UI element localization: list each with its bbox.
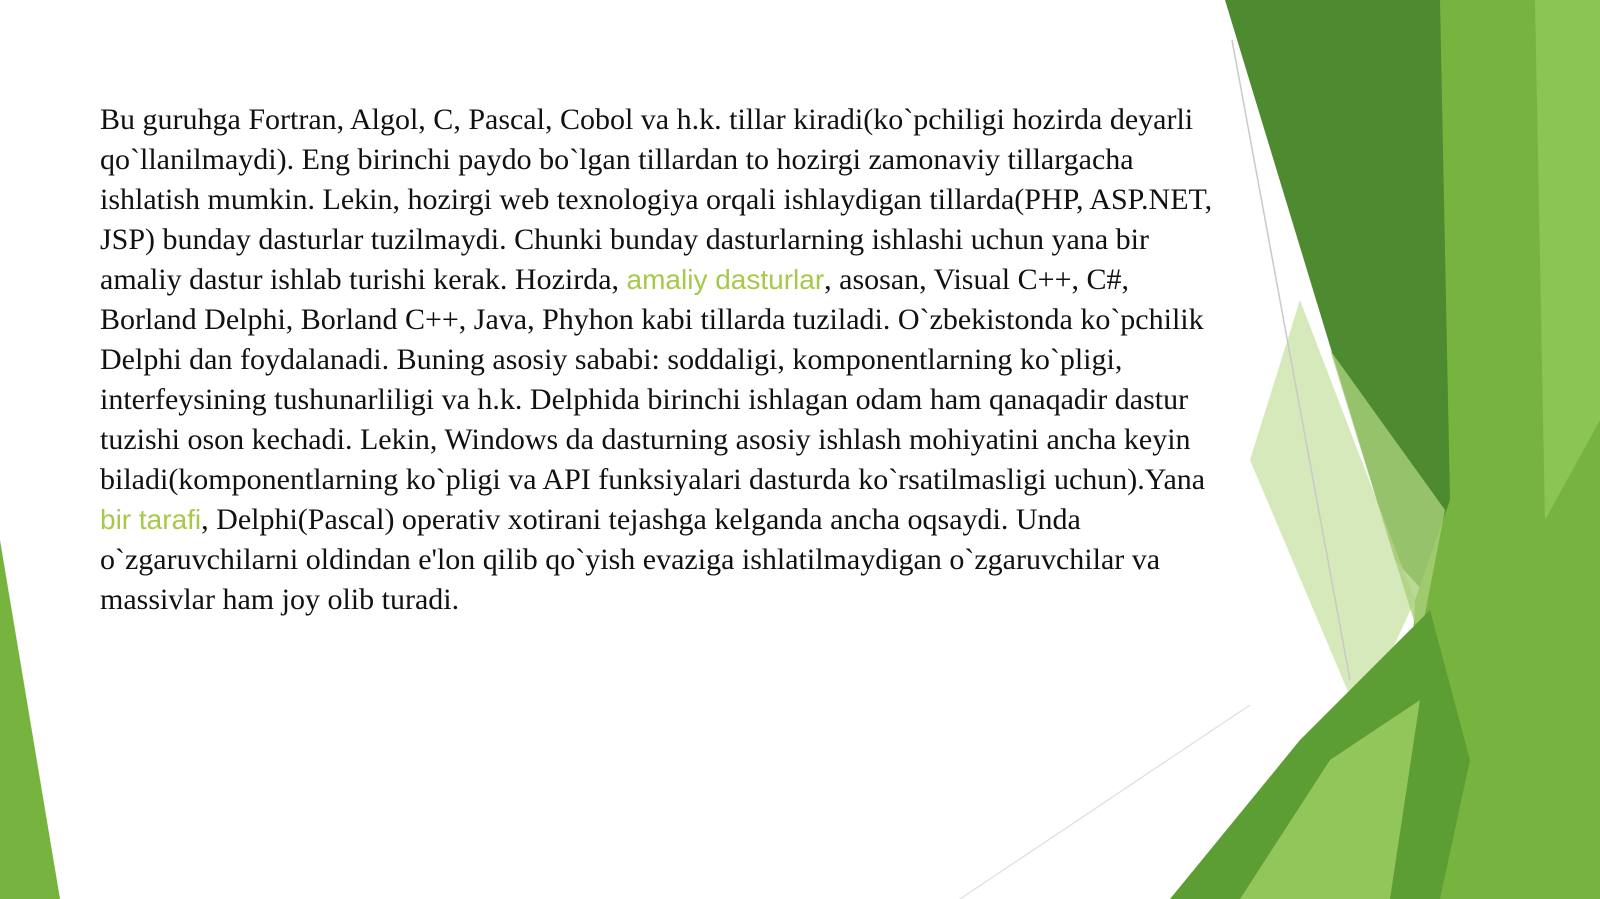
paragraph-text-1: Bu guruhga Fortran, Algol, C, Pascal, Cobol va h.k. tillar kiradi(ko`pchiligi hozirda deyarli qo`llanilmaydi). Eng birinchi paydo bo`lgan tillardan to hozirgi zamonaviy tillargacha ishlatish mumkin. Lekin, hozirgi web texnologiya orqali ishlaydigan tillarda(PHP, ASP.NET, JSP) bunday dasturlar tuzilmaydi. Chunki bunday dasturlarning ishlashi uchun yana bir amaliy dastur ishlab turishi kerak. Hozirda, [100, 103, 1213, 296]
link-bir-tarafi[interactable]: bir tarafi [100, 504, 202, 535]
paragraph-text-2: , asosan, Visual C++, C#, Borland Delphi, Borland C++, Java, Phyhon kabi tillarda tuziladi. O`zbekistonda ko`pchilik Delphi dan foydalanadi. Buning asosiy sababi: soddaligi, komponentlarning ko`pligi, interfeysining tushunarliligi va h.k. Delphida birinchi ishlagan odam ham qanaqadir dastur tuzishi oson kechadi. Lekin, Windows da dasturning asosiy ishlash mohiyatini ancha keyin biladi(komponentlarning ko`pligi va API funksiyalari dasturda ko`rsatilmasligi uchun).Yana [100, 263, 1206, 496]
link-amaliy-dasturlar[interactable]: amaliy dasturlar [626, 264, 825, 295]
paragraph-text-3: , Delphi(Pascal) operativ xotirani tejashga kelganda ancha oqsaydi. Unda o`zgaruvchilarni oldindan e'lon qilib qo`yish evaziga ishlatilmaydigan o`zgaruvchilar va massivlar ham joy olib turadi. [100, 503, 1161, 616]
left-facet [0, 540, 60, 899]
body-paragraph [100, 100, 1220, 620]
